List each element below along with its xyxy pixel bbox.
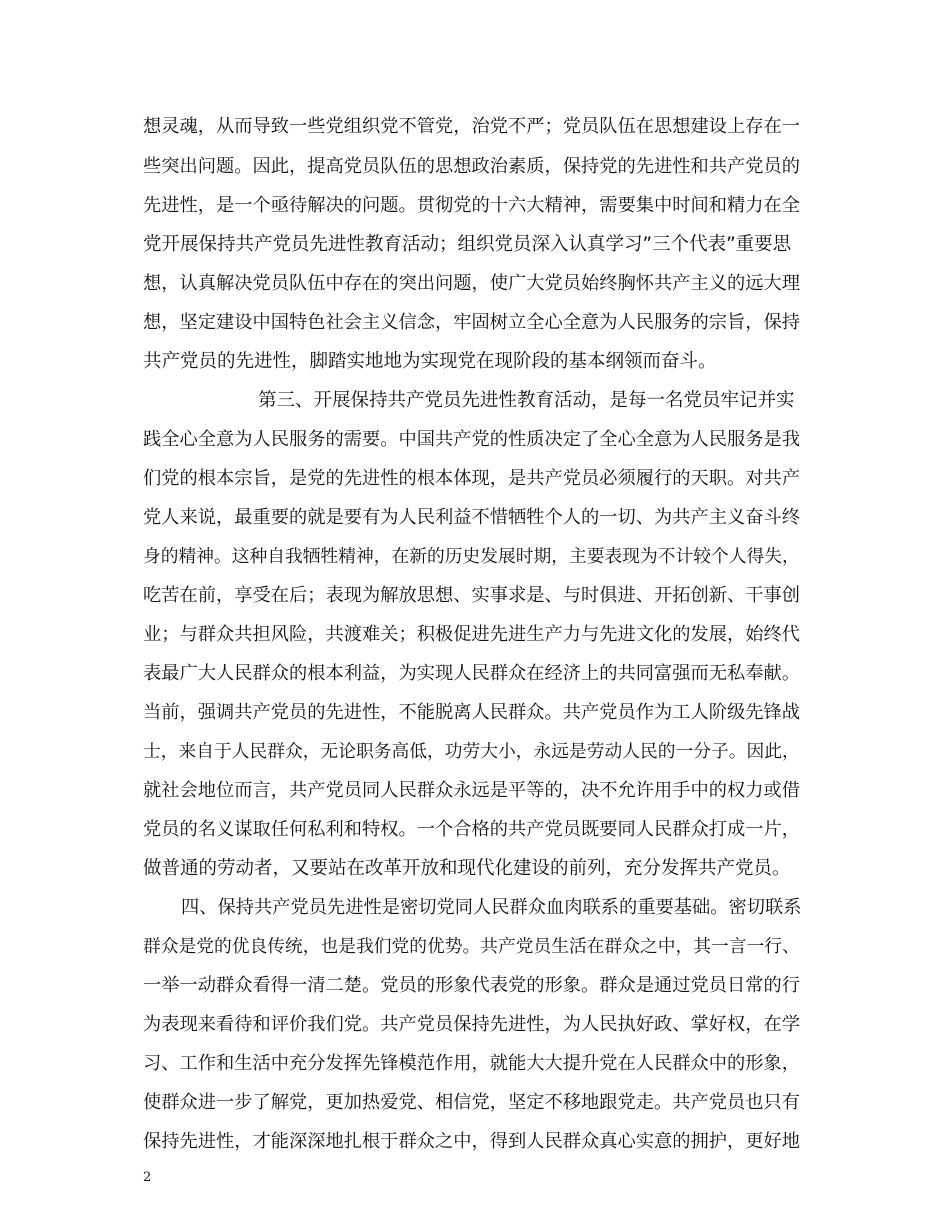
- text-line: 想，坚定建设中国特色社会主义信念，牢固树立全心全意为人民服务的宗旨，保持: [143, 312, 800, 333]
- text-line: 先进性，是一个亟待解决的问题。贯彻党的十六大精神，需要集中时间和精力在全: [143, 195, 800, 216]
- text-line: 想灵魂，从而导致一些党组织党不管党，治党不严；党员队伍在思想建设上存在一: [143, 116, 800, 137]
- text-line: 保持先进性，才能深深地扎根于群众之中，得到人民群众真心实意的拥护，更好地: [143, 1131, 800, 1152]
- text-line: 业；与群众共担风险，共渡难关；积极促进先进生产力与先进文化的发展，始终代: [143, 624, 800, 645]
- paragraph-heading-line: 第三、开展保持共产党员先进性教育活动，是每一名党员牢记并实: [258, 390, 795, 411]
- text-line: 群众是党的优良传统，也是我们党的优势。共产党员生活在群众之中，其一言一行、: [143, 937, 800, 957]
- text-line: 做普通的劳动者，又要站在改革开放和现代化建设的前列，充分发挥共产党员。: [143, 858, 791, 879]
- page-number: 2: [143, 1170, 152, 1185]
- text-line: 共产党员的先进性，脚踏实地地为实现党在现阶段的基本纲领而奋斗。: [143, 351, 717, 372]
- text-line: 想，认真解决党员队伍中存在的突出问题，使广大党员始终胸怀共产主义的远大理: [143, 273, 800, 294]
- text-line: 为表现来看待和评价我们党。共产党员保持先进性，为人民执好政、掌好权，在学: [143, 1014, 800, 1035]
- text-line: 一举一动群众看得一清二楚。党员的形象代表党的形象。群众是通过党员日常的行: [143, 975, 800, 996]
- text-line: 士，来自于人民群众，无论职务高低，功劳大小，永远是劳动人民的一分子。因此，: [143, 742, 800, 762]
- text-line: 党员的名义谋取任何私利和特权。一个合格的共产党员既要同人民群众打成一片，: [143, 819, 800, 840]
- text-line: 当前，强调共产党员的先进性，不能脱离人民群众。共产党员作为工人阶级先锋战: [143, 702, 800, 723]
- text-line: 些突出问题。因此，提高党员队伍的思想政治素质，保持党的先进性和共产党员的: [143, 156, 800, 177]
- text-line: 践全心全意为人民服务的需要。中国共产党的性质决定了全心全意为人民服务是我: [143, 429, 800, 450]
- text-line: 就社会地位而言，共产党员同人民群众永远是平等的，决不允许用手中的权力或借: [143, 780, 800, 801]
- text-line: 习、工作和生活中充分发挥先锋模范作用，就能大大提升党在人民群众中的形象，: [143, 1053, 800, 1074]
- text-line: 党开展保持共产党员先进性教育活动；组织党员深入认真学习”三个代表”重要思: [143, 234, 792, 255]
- text-line: 表最广大人民群众的根本利益，为实现人民群众在经济上的共同富强而无私奉献。: [143, 663, 800, 684]
- text-line: 们党的根本宗旨，是党的先进性的根本体现，是共产党员必须履行的天职。对共产: [143, 468, 800, 489]
- text-line: 使群众进一步了解党，更加热爱党、相信党，坚定不移地跟党走。共产党员也只有: [143, 1092, 800, 1113]
- paragraph-heading-line: 四、保持共产党员先进性是密切党同人民群众血肉联系的重要基础。密切联系: [181, 897, 802, 918]
- text-line: 吃苦在前，享受在后；表现为解放思想、实事求是、与时俱进、开拓创新、干事创: [143, 585, 800, 606]
- text-line: 身的精神。这种自我牺牲精神，在新的历史发展时期，主要表现为不计较个人得失，: [143, 547, 800, 567]
- text-line: 党人来说，最重要的就是要有为人民利益不惜牺牲个人的一切、为共产主义奋斗终: [143, 507, 800, 528]
